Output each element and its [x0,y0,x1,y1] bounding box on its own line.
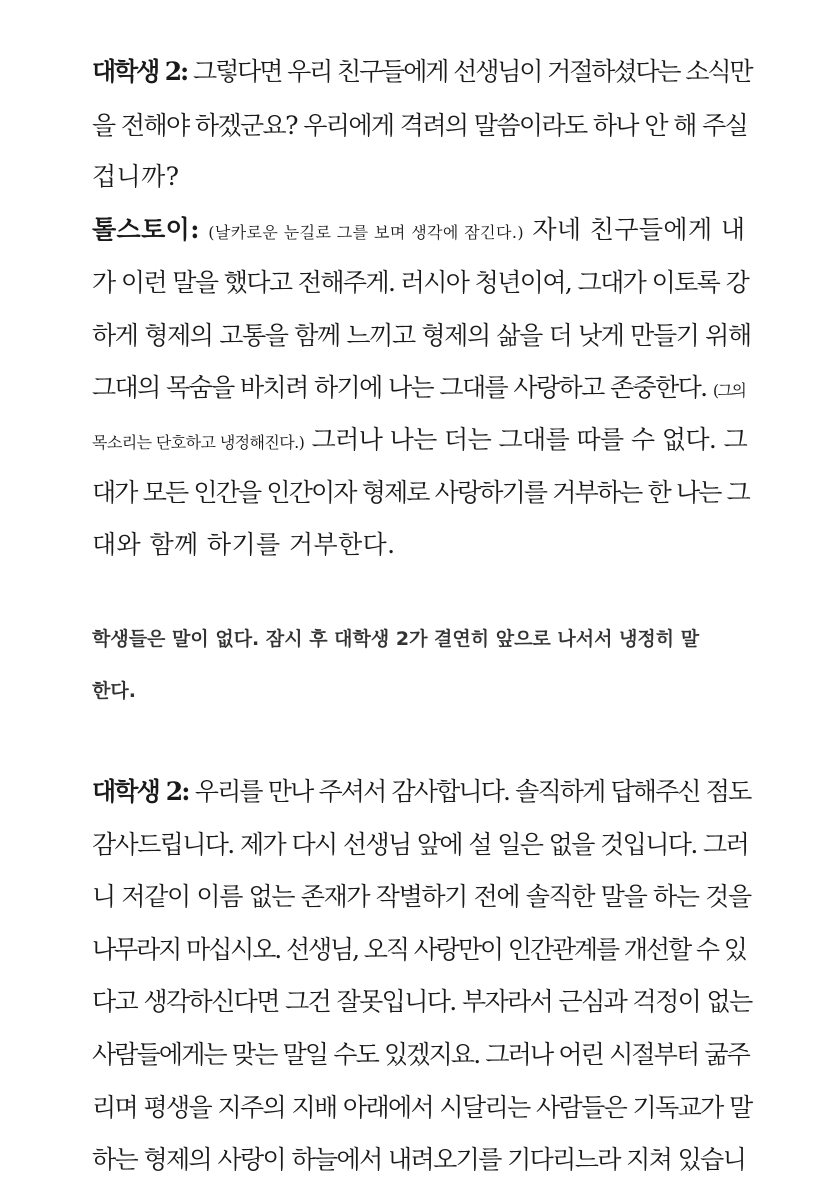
dialogue-text: 감사드립니다. 제가 다시 선생님 앞에 설 일은 없을 것입니다. 그러 [92,830,749,859]
dialogue-text: 니 저같이 이름 없는 존재가 작별하기 전에 솔직한 말을 하는 것을 [92,882,751,911]
dialogue-line [92,263,748,299]
dialogue-text: 가 이런 말을 했다고 전해주게. 러시아 청년이여, 그대가 이토록 강 [92,268,749,297]
dialogue-line [92,52,751,88]
dialogue-text: 리며 평생을 지주의 지배 아래에서 시달리는 사람들은 기독교가 말 [92,1093,752,1122]
dialogue-line [92,106,747,142]
dialogue-line [92,157,179,193]
dialogue-text: 사람들에게는 맞는 말일 수도 있겠지요. 그러나 어린 시절부터 굶주 [92,1040,749,1069]
speaker-label: 톨스토이: [92,215,200,244]
dialogue-line [92,825,748,861]
speaker-label: 대학생 2: [92,57,188,86]
dialogue-line [92,1140,745,1176]
dialogue-line [92,1088,752,1124]
dialogue-line [92,772,750,808]
stage-direction: 목소리는 단호하고 냉정해진다.) [92,433,305,452]
narration-line: 한다. [92,680,136,702]
dialogue-line [92,930,746,966]
dialogue-text: 그렇다면 우리 친구들에게 선생님이 거절하셨다는 소식만 [193,57,752,86]
dialogue-text: 우리를 만나 주셔서 감사합니다. 솔직하게 답해주신 점도 [194,777,751,806]
dialogue-line [92,473,749,509]
dialogue-text: 나무라지 마십시오. 선생님, 오직 사랑만이 인간관계를 개선할 수 있 [92,935,746,964]
dialogue-line [92,368,745,404]
dialogue-text: 하는 형제의 사랑이 하늘에서 내려오기를 기다리느라 지쳐 있습니 [92,1145,746,1174]
dialogue-text: 다고 생각하신다면 그건 잘못입니다. 부자라서 근심과 걱정이 없는 [92,987,752,1016]
dialogue-text: 대와 함께 하기를 거부한다. [92,530,396,559]
dialogue-line [92,525,395,561]
stage-direction: (날카로운 눈길로 그를 보며 생각에 잠긴다.) [208,223,524,242]
dialogue-text: 하게 형제의 고통을 함께 느끼고 형제의 삶을 더 낫게 만들기 위해 [92,321,751,350]
dialogue-line [92,210,745,246]
narration-line: 학생들은 말이 없다. 잠시 후 대학생 2가 결연히 앞으로 나서서 냉정히 말 [92,628,700,650]
dialogue-text: 그대의 목숨을 바치려 하기에 나는 그대를 사랑하고 존중한다. [92,373,707,402]
dialogue-text: 을 전해야 하겠군요? 우리에게 격려의 말씀이라도 하나 안 해 주실 [92,111,748,140]
dialogue-text: 겁니까? [92,162,180,191]
stage-direction: (그의 [712,381,746,400]
dialogue-text: 대가 모든 인간을 인간이자 형제로 사랑하기를 거부하는 한 나는 그 [92,478,749,507]
dialogue-line [92,1035,749,1071]
dialogue-line [92,316,751,352]
dialogue-line [92,420,747,456]
speaker-label: 대학생 2: [92,777,189,806]
dialogue-line [92,877,751,913]
dialogue-text: 자네 친구들에게 내 [532,215,746,244]
dialogue-text: 그러나 나는 더는 그대를 따를 수 없다. 그 [311,425,748,454]
dialogue-line [92,982,752,1018]
